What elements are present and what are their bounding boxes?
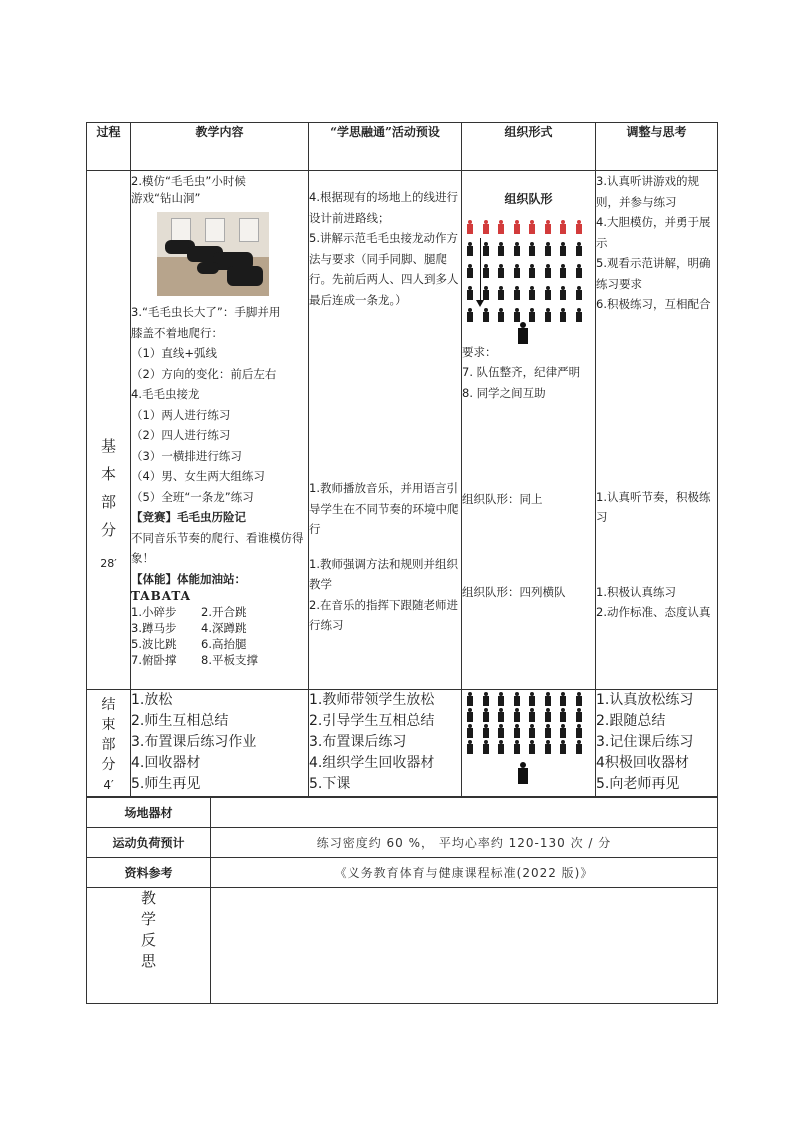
student-figure-icon bbox=[497, 220, 505, 234]
tabata-label: TABATA bbox=[131, 589, 191, 603]
student-figure-icon bbox=[559, 242, 567, 256]
reference-label: 资料参考 bbox=[87, 858, 211, 888]
student-figure-icon bbox=[575, 242, 583, 256]
basic-activity-cell bbox=[309, 171, 462, 690]
section-char: 束 bbox=[101, 716, 116, 733]
student-figure-icon bbox=[497, 724, 505, 738]
content-line: （4）男、女生两大组练习 bbox=[131, 469, 265, 483]
arrow-down-icon bbox=[476, 300, 484, 307]
student-figure-icon bbox=[482, 308, 490, 322]
student-figure-icon bbox=[575, 286, 583, 300]
reflection-value bbox=[211, 888, 718, 1004]
ending-formation-diagram bbox=[462, 690, 595, 790]
student-figure-icon bbox=[528, 692, 536, 706]
basic-section-row bbox=[87, 171, 718, 690]
adjust-line: 5.观看示范讲解，明确练习要求 bbox=[596, 256, 711, 291]
header-content: 教学内容 bbox=[131, 123, 309, 171]
header-process: 过程 bbox=[87, 123, 131, 171]
tabata-item: 1.小碎步 bbox=[131, 605, 177, 619]
student-figure-icon bbox=[513, 220, 521, 234]
adjust-line: 2.动作标准、态度认真 bbox=[596, 605, 711, 619]
teacher-figure-icon bbox=[517, 322, 529, 344]
content-line: （3）一横排进行练习 bbox=[131, 448, 242, 463]
load-value: 练习密度约 60 %， 平均心率约 120-130 次 / 分 bbox=[211, 828, 718, 858]
activity-line: 4.根据现有的场地上的线进行设计前进路线； bbox=[309, 190, 458, 225]
student-figure-icon bbox=[575, 308, 583, 322]
content-line: 膝盖不着地爬行： bbox=[131, 325, 223, 340]
content-line: （5）全班“一条龙”练习 bbox=[131, 489, 254, 504]
lesson-plan-table bbox=[86, 122, 718, 798]
student-figure-icon bbox=[466, 286, 474, 300]
student-figure-icon bbox=[559, 724, 567, 738]
content-line: （1）两人进行练习 bbox=[131, 407, 231, 422]
activity-line: 1.教师强调方法和规则并组织教学 bbox=[309, 556, 458, 591]
student-figure-icon bbox=[513, 708, 521, 722]
activity-line: 2.引导学生互相总结 bbox=[309, 713, 435, 729]
student-figure-icon bbox=[466, 692, 474, 706]
basic-adjust-cell bbox=[596, 171, 718, 690]
student-figure-icon bbox=[497, 708, 505, 722]
requirement-line: 7. 队伍整齐，纪律严明 bbox=[462, 365, 581, 379]
activity-line: 1.教师带领学生放松 bbox=[309, 692, 435, 708]
ending-content-cell bbox=[131, 690, 309, 798]
student-figure-icon bbox=[575, 692, 583, 706]
ending-section-label bbox=[87, 690, 131, 798]
tabata-item: 7.俯卧撑 bbox=[131, 653, 177, 667]
student-figure-icon bbox=[513, 264, 521, 278]
student-figure-icon bbox=[528, 286, 536, 300]
student-figure-icon bbox=[559, 264, 567, 278]
requirement-line: 8. 同学之间互助 bbox=[462, 385, 546, 400]
tabata-item: 8.平板支撑 bbox=[201, 653, 258, 667]
student-figure-icon bbox=[482, 724, 490, 738]
student-figure-icon bbox=[528, 242, 536, 256]
activity-line: 4.组织学生回收器材 bbox=[309, 755, 435, 771]
header-organization: 组织形式 bbox=[462, 123, 596, 171]
student-figure-icon bbox=[559, 692, 567, 706]
ending-section-row bbox=[87, 690, 718, 798]
student-figure-icon bbox=[544, 264, 552, 278]
adjust-line: 1.积极认真练习 bbox=[596, 584, 676, 599]
fitness-title: 【体能】体能加油站： bbox=[131, 571, 246, 586]
tabata-item: 6.高抬腿 bbox=[201, 637, 247, 651]
student-figure-icon bbox=[544, 708, 552, 722]
section-char: 基 bbox=[100, 437, 116, 455]
student-figure-icon bbox=[497, 264, 505, 278]
reflection-row bbox=[87, 888, 718, 1004]
section-char: 部 bbox=[100, 493, 116, 511]
tabata-item: 2.开合跳 bbox=[201, 605, 247, 619]
student-figure-icon bbox=[575, 724, 583, 738]
adjust-line: 2.跟随总结 bbox=[596, 713, 666, 729]
content-line: 3.布置课后练习作业 bbox=[131, 734, 257, 750]
section-char: 分 bbox=[100, 521, 116, 539]
header-row bbox=[87, 123, 718, 171]
formation-text: 组织队形：同上 bbox=[462, 492, 543, 506]
student-figure-icon bbox=[544, 740, 552, 754]
student-figure-icon bbox=[544, 242, 552, 256]
content-line: （2）四人进行练习 bbox=[131, 428, 231, 442]
content-line: 5.师生再见 bbox=[131, 776, 201, 792]
reflect-char: 反 bbox=[140, 931, 156, 949]
reflect-char: 思 bbox=[140, 952, 156, 970]
student-figure-icon bbox=[466, 264, 474, 278]
student-figure-icon bbox=[528, 740, 536, 754]
student-figure-icon bbox=[575, 220, 583, 234]
student-figure-icon bbox=[559, 708, 567, 722]
activity-line: 1.教师播放音乐，并用语言引导学生在不同节奏的环境中爬行 bbox=[309, 481, 459, 536]
student-figure-icon bbox=[466, 220, 474, 234]
student-figure-icon bbox=[528, 708, 536, 722]
student-figure-icon bbox=[497, 308, 505, 322]
load-row bbox=[87, 828, 718, 858]
reflection-label bbox=[87, 888, 211, 1004]
contest-title: 【竞赛】毛毛虫历险记 bbox=[131, 510, 246, 524]
content-line: 2.模仿“毛毛虫”小时候 bbox=[131, 174, 246, 188]
student-figure-icon bbox=[559, 740, 567, 754]
content-line: 不同音乐节奏的爬行、看谁模仿得象！ bbox=[131, 530, 304, 565]
lesson-summary-table bbox=[86, 796, 718, 1004]
adjust-line: 6.积极练习，互相配合 bbox=[596, 297, 711, 311]
activity-line: 2.在音乐的指挥下跟随老师进行练习 bbox=[309, 597, 458, 632]
section-char: 本 bbox=[100, 465, 116, 483]
student-figure-icon bbox=[575, 740, 583, 754]
adjust-line: 4积极回收器材 bbox=[596, 755, 689, 771]
content-line: （1）直线+弧线 bbox=[131, 346, 217, 360]
student-figure-icon bbox=[482, 708, 490, 722]
student-figure-icon bbox=[544, 724, 552, 738]
reflect-char: 学 bbox=[140, 910, 156, 928]
basic-content-cell bbox=[131, 171, 309, 690]
student-figure-icon bbox=[513, 692, 521, 706]
adjust-line: 3.记住课后练习 bbox=[596, 734, 694, 750]
adjust-line: 3.认真听讲游戏的规则，并参与练习 bbox=[596, 174, 699, 209]
header-adjust: 调整与思考 bbox=[596, 123, 718, 171]
student-figure-icon bbox=[528, 264, 536, 278]
student-figure-icon bbox=[482, 242, 490, 256]
formation-text: 组织队形：四列横队 bbox=[462, 584, 566, 599]
student-figure-icon bbox=[513, 242, 521, 256]
formation-title: 组织队形 bbox=[504, 192, 553, 206]
tabata-item: 4.深蹲跳 bbox=[201, 621, 247, 635]
student-figure-icon bbox=[466, 740, 474, 754]
student-figure-icon bbox=[466, 724, 474, 738]
adjust-line: 1.认真听节奏，积极练习 bbox=[596, 489, 711, 524]
student-figure-icon bbox=[528, 220, 536, 234]
content-line: 2.师生互相总结 bbox=[131, 713, 229, 729]
student-figure-icon bbox=[497, 692, 505, 706]
section-char: 部 bbox=[101, 736, 116, 753]
basic-organization-cell bbox=[462, 171, 596, 690]
reference-row bbox=[87, 858, 718, 888]
ending-adjust-cell bbox=[596, 690, 718, 798]
student-figure-icon bbox=[544, 220, 552, 234]
student-figure-icon bbox=[482, 264, 490, 278]
reference-value: 《义务教育体育与健康课程标准(2022 版)》 bbox=[211, 858, 718, 888]
student-figure-icon bbox=[497, 242, 505, 256]
student-figure-icon bbox=[497, 286, 505, 300]
adjust-line: 5.向老师再见 bbox=[596, 776, 680, 792]
student-figure-icon bbox=[528, 308, 536, 322]
student-figure-icon bbox=[482, 220, 490, 234]
student-figure-icon bbox=[466, 308, 474, 322]
student-figure-icon bbox=[528, 724, 536, 738]
adjust-line: 1.认真放松练习 bbox=[596, 692, 694, 708]
student-figure-icon bbox=[466, 708, 474, 722]
venue-row bbox=[87, 797, 718, 828]
section-char: 结 bbox=[101, 696, 116, 713]
tabata-item: 3.蹲马步 bbox=[131, 621, 177, 635]
venue-label: 场地器材 bbox=[87, 797, 211, 828]
student-figure-icon bbox=[513, 286, 521, 300]
student-figure-icon bbox=[544, 286, 552, 300]
formation-diagram bbox=[462, 210, 595, 318]
content-line: 1.放松 bbox=[131, 692, 173, 708]
student-figure-icon bbox=[575, 264, 583, 278]
section-time: 28′ bbox=[100, 557, 117, 570]
ending-activity-cell bbox=[309, 690, 462, 798]
content-line: 4.毛毛虫接龙 bbox=[131, 387, 200, 401]
student-figure-icon bbox=[466, 242, 474, 256]
teacher-figure-icon bbox=[517, 762, 529, 784]
ending-organization-cell bbox=[462, 690, 596, 798]
basic-section-label bbox=[87, 171, 131, 690]
student-figure-icon bbox=[482, 740, 490, 754]
content-line: （2）方向的变化：前后左右 bbox=[131, 366, 277, 381]
tabata-item: 5.波比跳 bbox=[131, 637, 177, 651]
student-figure-icon bbox=[482, 692, 490, 706]
content-line: 游戏“钻山洞” bbox=[131, 190, 201, 205]
activity-line: 3.布置课后练习 bbox=[309, 734, 407, 750]
student-figure-icon bbox=[559, 286, 567, 300]
student-figure-icon bbox=[559, 308, 567, 322]
student-figure-icon bbox=[497, 740, 505, 754]
content-line: 3.“毛毛虫长大了”：手脚并用 bbox=[131, 305, 281, 319]
student-figure-icon bbox=[513, 740, 521, 754]
caterpillar-photo bbox=[157, 212, 269, 296]
student-figure-icon bbox=[544, 692, 552, 706]
student-figure-icon bbox=[575, 708, 583, 722]
activity-line: 5.下课 bbox=[309, 776, 351, 792]
student-figure-icon bbox=[482, 286, 490, 300]
activity-line: 5.讲解示范毛毛虫接龙动作方法与要求（同手同脚、腿爬行。先前后两人、四人到多人最后连成一条龙。） bbox=[309, 231, 459, 307]
student-figure-icon bbox=[513, 308, 521, 322]
student-figure-icon bbox=[513, 724, 521, 738]
load-label: 运动负荷预计 bbox=[87, 828, 211, 858]
student-figure-icon bbox=[544, 308, 552, 322]
section-time: 4′ bbox=[103, 777, 114, 792]
student-figure-icon bbox=[559, 220, 567, 234]
venue-value bbox=[211, 797, 718, 828]
requirements-label: 要求： bbox=[462, 344, 497, 359]
content-line: 4.回收器材 bbox=[131, 755, 201, 771]
adjust-line: 4.大胆模仿，并勇于展示 bbox=[596, 215, 711, 250]
section-char: 分 bbox=[101, 756, 116, 773]
header-activity: “学思融通”活动预设 bbox=[309, 123, 462, 171]
reflect-char: 教 bbox=[140, 889, 156, 907]
